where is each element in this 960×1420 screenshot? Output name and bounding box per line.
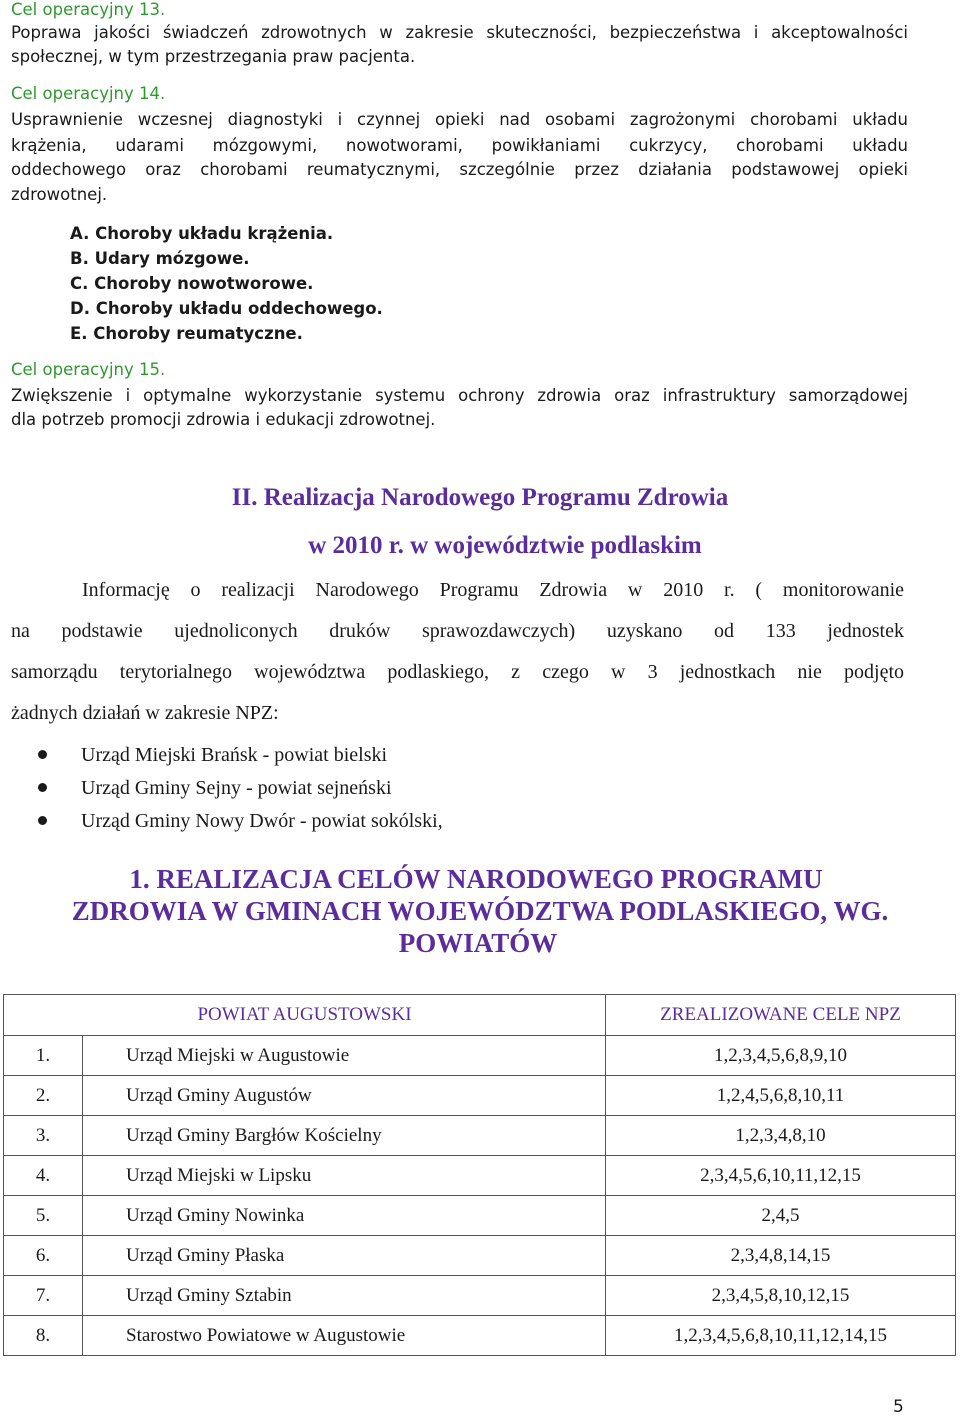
row-goals: 2,3,4,5,6,10,11,12,15 — [606, 1156, 956, 1196]
row-unit-name: Starostwo Powiatowe w Augustowie — [83, 1316, 606, 1356]
disease-item: C. Choroby nowotworowe. — [70, 274, 314, 293]
goal-13-heading: Cel operacyjny 13. — [11, 0, 166, 19]
row-number: 1. — [4, 1036, 83, 1076]
goal-13-text-line-1: Poprawa jakości świadczeń zdrowotnych w zakresie skuteczności, bezpieczeństwa i akceptowalności — [11, 23, 908, 42]
row-number: 6. — [4, 1236, 83, 1276]
heading-1-line-1: 1. REALIZACJA CELÓW NARODOWEGO PROGRAMU — [129, 864, 823, 894]
row-unit-name: Urząd Gminy Płaska — [83, 1236, 606, 1276]
goal-15-heading: Cel operacyjny 15. — [11, 360, 166, 379]
table-row — [4, 1036, 956, 1076]
disease-item: A. Choroby układu krążenia. — [70, 224, 334, 243]
goal-14-text-line-3: oddechowego oraz chorobami reumatycznymi, szczególnie przez działania podstawowej opieki — [11, 160, 908, 179]
page-number: 5 — [893, 1397, 904, 1417]
row-goals: 1,2,4,5,6,8,10,11 — [606, 1076, 956, 1116]
header-county-name: POWIAT AUGUSTOWSKI — [4, 995, 606, 1036]
goal-14-heading: Cel operacyjny 14. — [11, 84, 166, 103]
row-goals: 2,3,4,5,8,10,12,15 — [606, 1276, 956, 1316]
list-item-text: Urząd Miejski Brańsk - powiat bielski — [81, 744, 388, 766]
info-paragraph-line-4: żadnych działań w zakresie NPZ: — [11, 702, 279, 724]
disease-item: D. Choroby układu oddechowego. — [70, 299, 383, 318]
row-number: 8. — [4, 1316, 83, 1356]
heading-1-line-2: ZDROWIA W GMINACH WOJEWÓDZTWA PODLASKIEGO, WG. — [71, 896, 889, 926]
row-unit-name: Urząd Gminy Bargłów Kościelny — [83, 1116, 606, 1156]
row-unit-name: Urząd Gminy Augustów — [83, 1076, 606, 1116]
row-number: 5. — [4, 1196, 83, 1236]
table-row — [4, 1236, 956, 1276]
goal-14-text-line-4: zdrowotnej. — [11, 185, 108, 204]
disease-item: B. Udary mózgowe. — [70, 249, 250, 268]
list-item — [38, 774, 443, 807]
goal-14-text-line-2: krążenia, udarami mózgowymi, nowotworami, powikłaniami cukrzycy, chorobami układu — [11, 136, 908, 155]
section-2-subtitle: w 2010 r. w województwie podlaskim — [308, 532, 702, 559]
goal-14-text-line-1: Usprawnienie wczesnej diagnostyki i czynnej opieki nad osobami zagrożonymi chorobami układu — [11, 110, 908, 129]
row-unit-name: Urząd Miejski w Lipsku — [83, 1156, 606, 1196]
row-goals: 2,3,4,8,14,15 — [606, 1236, 956, 1276]
row-goals: 1,2,3,4,5,6,8,9,10 — [606, 1036, 956, 1076]
bullet-icon — [38, 750, 47, 759]
row-number: 7. — [4, 1276, 83, 1316]
goal-15-text-line-1: Zwiększenie i optymalne wykorzystanie systemu ochrony zdrowia oraz infrastruktury samorządowej — [11, 386, 908, 405]
table-header-row — [4, 995, 956, 1036]
row-unit-name: Urząd Miejski w Augustowie — [83, 1036, 606, 1076]
row-unit-name: Urząd Gminy Sztabin — [83, 1276, 606, 1316]
list-item-text: Urząd Gminy Sejny - powiat sejneński — [81, 777, 392, 799]
heading-1-line-3: POWIATÓW — [398, 928, 558, 958]
info-paragraph-line-1: Informację o realizacji Narodowego Programu Zdrowia w 2010 r. ( monitorowanie — [82, 579, 904, 601]
section-2-title: II. Realizacja Narodowego Programu Zdrowia — [231, 484, 729, 511]
info-paragraph-line-2: na podstawie ujednoliconych druków sprawozdawczych) uzyskano od 133 jednostek — [11, 620, 904, 642]
table-row — [4, 1316, 956, 1356]
row-number: 2. — [4, 1076, 83, 1116]
row-number: 4. — [4, 1156, 83, 1196]
info-paragraph-line-3: samorządu terytorialnego województwa podlaskiego, z czego w 3 jednostkach nie podjęto — [11, 661, 904, 683]
header-goals: ZREALIZOWANE CELE NPZ — [606, 995, 956, 1036]
goal-13-text-line-2: społecznej, w tym przestrzegania praw pacjenta. — [11, 47, 416, 66]
list-item — [38, 807, 443, 840]
table-row — [4, 1076, 956, 1116]
inactive-units-list — [38, 741, 443, 840]
row-goals: 1,2,3,4,8,10 — [606, 1116, 956, 1156]
bullet-icon — [38, 783, 47, 792]
table-row — [4, 1196, 956, 1236]
list-item-text: Urząd Gminy Nowy Dwór - powiat sokólski, — [81, 810, 443, 832]
goal-14-disease-list — [70, 223, 383, 348]
npz-goals-table — [3, 994, 956, 1356]
table-row — [4, 1276, 956, 1316]
bullet-icon — [38, 816, 47, 825]
row-goals: 2,4,5 — [606, 1196, 956, 1236]
list-item — [38, 741, 443, 774]
table-row — [4, 1156, 956, 1196]
row-goals: 1,2,3,4,5,6,8,10,11,12,14,15 — [606, 1316, 956, 1356]
row-unit-name: Urząd Gminy Nowinka — [83, 1196, 606, 1236]
table-row — [4, 1116, 956, 1156]
goal-15-text-line-2: dla potrzeb promocji zdrowia i edukacji zdrowotnej. — [11, 410, 436, 429]
row-number: 3. — [4, 1116, 83, 1156]
disease-item: E. Choroby reumatyczne. — [70, 324, 303, 343]
